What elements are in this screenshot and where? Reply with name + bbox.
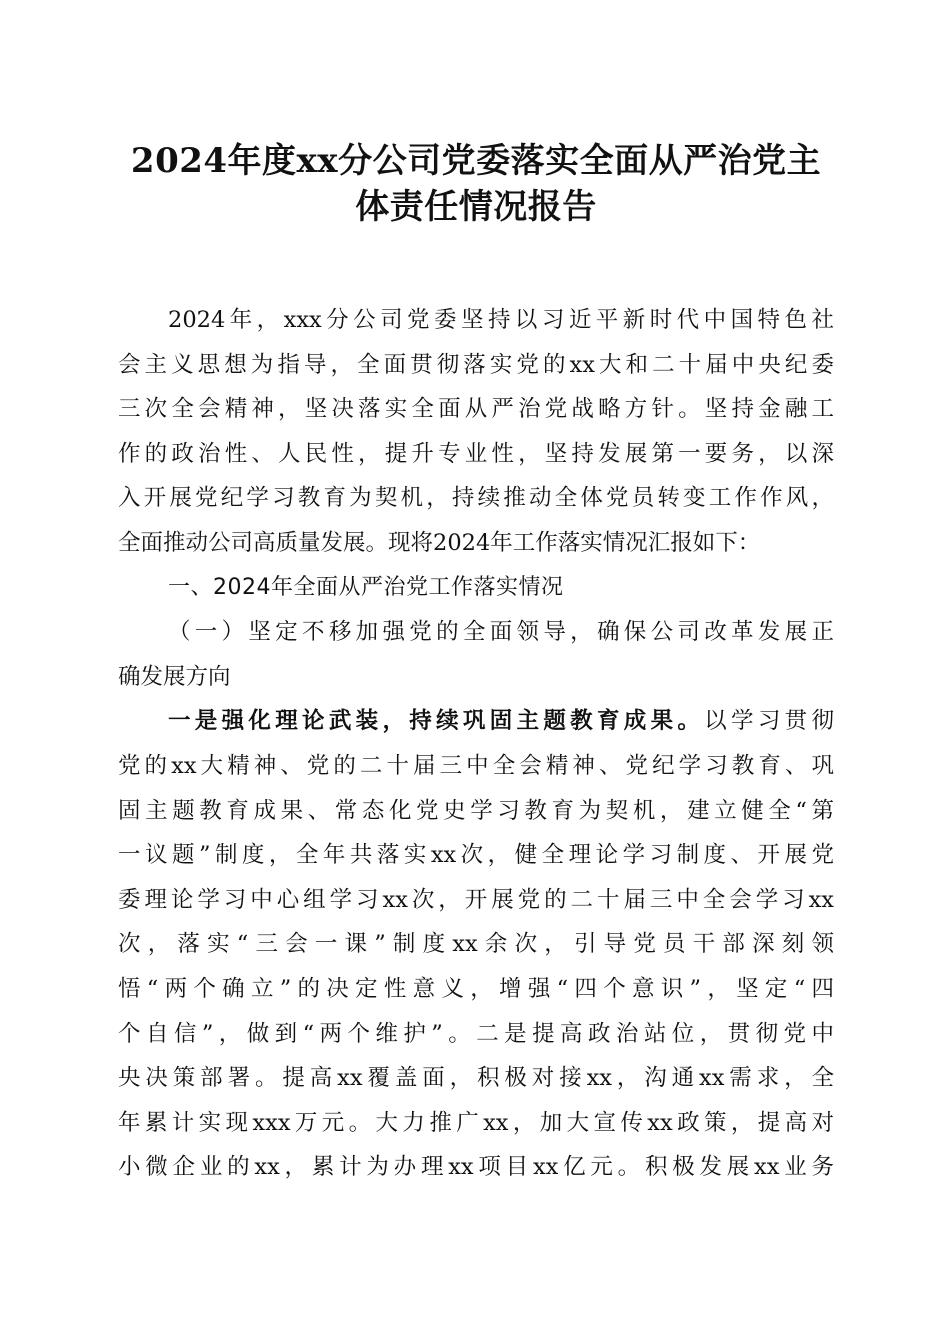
para1-line-2: 党的xx大精神、党的二十届三中全会精神、党纪学习教育、巩 <box>118 752 834 779</box>
para1-line-11: 小微企业的xx，累计为办理xx项目xx亿元。积极发展xx业务 <box>118 1154 834 1181</box>
para1-line-1 <box>118 699 834 744</box>
para1-line-3: 固主题教育成果、常态化党史学习教育为契机，建立健全“第 <box>118 797 834 824</box>
title-line-2: 体责任情况报告 <box>355 187 597 227</box>
para1-lead: 一是强化理论武装，持续巩固主题教育成果。 <box>168 708 705 735</box>
paragraph-1 <box>118 699 834 1190</box>
subsection-heading-1 <box>118 610 834 699</box>
intro-line-4: 作的政治性、人民性，提升专业性，坚持发展第一要务，以深 <box>118 440 834 467</box>
para1-line-5: 委理论学习中心组学习xx次，开展党的二十届三中全会学习xx <box>118 886 834 913</box>
subsection-line-1: （一）坚定不移加强党的全面领导，确保公司改革发展正 <box>168 619 834 646</box>
para1-line-10: 年累计实现xxx万元。大力推广xx，加大宣传xx政策，提高对 <box>118 1109 834 1136</box>
para1-line-7: 悟“两个确立”的决定性意义，增强“四个意识”，坚定“四 <box>118 975 834 1002</box>
intro-line-3: 三次全会精神，坚决落实全面从严治党战略方针。坚持金融工 <box>118 396 834 423</box>
para1-line-6: 次，落实“三会一课”制度xx余次，引导党员干部深刻领 <box>118 931 834 958</box>
para1-line-4: 一议题”制度，全年共落实xx次，健全理论学习制度、开展党 <box>118 842 834 869</box>
section-heading-1: 一、2024年全面从严治党工作落实情况 <box>168 574 564 600</box>
intro-paragraph <box>118 298 834 566</box>
document-title <box>118 138 834 230</box>
document-page <box>118 138 834 1190</box>
subsection-line-2: 确发展方向 <box>118 663 231 690</box>
intro-line-2: 会主义思想为指导，全面贯彻落实党的xx大和二十届中央纪委 <box>118 351 834 378</box>
title-line-1: 2024年度xx分公司党委落实全面从严治党主 <box>130 141 822 181</box>
intro-line-1: 2024年，xxx分公司党委坚持以习近平新时代中国特色社 <box>168 307 834 333</box>
para1-first-rest: 以学习贯彻 <box>704 708 834 735</box>
intro-line-6: 全面推动公司高质量发展。现将2024年工作落实情况汇报如下： <box>118 529 761 556</box>
document-body <box>118 298 834 1190</box>
para1-line-9: 央决策部署。提高xx覆盖面，积极对接xx，沟通xx需求，全 <box>118 1065 834 1092</box>
para1-line-8: 个自信”，做到“两个维护”。二是提高政治站位，贯彻党中 <box>118 1020 834 1047</box>
intro-line-5: 入开展党纪学习教育为契机，持续推动全体党员转变工作作风， <box>118 485 834 512</box>
